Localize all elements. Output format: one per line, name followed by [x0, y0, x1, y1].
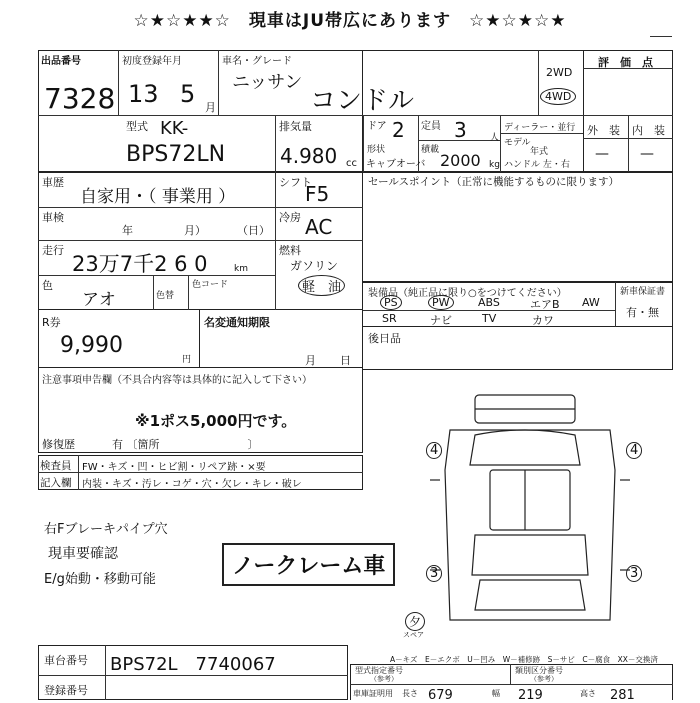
diagram-mark-4-left: 4	[426, 442, 442, 459]
height-value: 281	[610, 688, 635, 703]
equip-airbag: エアB	[530, 298, 560, 311]
history-label: 車歴	[42, 176, 64, 189]
width-value: 219	[518, 688, 543, 703]
diagram-mark-4-right: 4	[626, 442, 642, 459]
model-year-label-2: 年式	[530, 147, 549, 157]
type-cert-sub: （参考）	[370, 675, 398, 683]
diagram-mark-3-right: 3	[626, 565, 642, 582]
doors-value: 2	[392, 118, 405, 142]
shape-value: キャブオーバ	[366, 159, 426, 170]
equipment-label: 装備品（純正品に限り○をつけてください）	[368, 288, 567, 299]
length-value: 679	[428, 688, 453, 703]
mileage-value: 23万7千2 6 0	[72, 252, 208, 276]
inspector-row2: 内装・キズ・汚レ・コゲ・穴・欠レ・キレ・破レ	[82, 479, 302, 490]
model-code-value: BPS72LN	[126, 142, 226, 167]
interior-value: —	[640, 146, 654, 162]
equip-ps: PS	[380, 295, 402, 310]
shift-value: F5	[305, 182, 330, 206]
load-label: 積載	[421, 145, 440, 155]
car-diagram	[420, 385, 640, 635]
fuel-diesel: 軽 油	[298, 275, 345, 296]
exterior-value: —	[595, 146, 609, 162]
handle-label: ハンドル 左・右	[504, 160, 570, 170]
damage-legend: A－キズ E－エクボ U－凹み W－補修跡 S－サビ C－腐食 XX－交換済	[390, 655, 658, 664]
after-date-box	[363, 327, 673, 370]
recycle-unit: 円	[182, 355, 192, 365]
name-change-month: 月	[305, 354, 316, 367]
cert-label: 車庫証明用	[353, 689, 393, 698]
aircon-value: AC	[305, 215, 333, 239]
capacity-value: 3	[454, 118, 467, 142]
first-reg-month-unit: 月	[205, 101, 216, 114]
class-label: 類別区分番号	[515, 666, 563, 675]
color-value: アオ	[82, 290, 116, 310]
remark-line-1: 右Fブレーキパイプ穴	[44, 522, 168, 537]
displacement-unit: cc	[346, 158, 357, 169]
mileage-unit: km	[234, 264, 248, 274]
color-change-label: 色替	[156, 291, 175, 301]
height-label: 高さ	[580, 689, 596, 698]
chassis-label: 車台番号	[44, 654, 88, 667]
equip-leather: カワ	[532, 314, 554, 327]
displacement-label: 排気量	[279, 120, 312, 133]
equip-pw: PW	[428, 295, 454, 310]
width-label: 幅	[492, 689, 500, 698]
inspection-day: （日）	[237, 224, 270, 237]
interior-label: 内 装	[632, 124, 665, 137]
color-code-label: 色コード	[192, 280, 229, 290]
length-label: 長さ	[402, 689, 418, 698]
lot-number: 7328	[44, 82, 116, 115]
equip-abs: ABS	[478, 296, 500, 309]
doors-label: ドア	[367, 121, 387, 132]
equip-sr: SR	[382, 312, 397, 325]
diagram-mark-3-left: 3	[426, 565, 442, 582]
load-unit: kg	[489, 160, 500, 170]
first-reg-month: 5	[180, 80, 196, 108]
inspection-label: 車検	[42, 211, 64, 224]
capacity-label: 定員	[421, 121, 441, 132]
displacement-value: 4.980	[280, 144, 338, 168]
notes-value: ※1ポス5,000円です。	[135, 412, 297, 430]
notes-label: 注意事項申告欄（不具合内容等は具体的に記入して下さい）	[42, 375, 312, 386]
warranty-value: 有・無	[626, 306, 659, 319]
history-value: 自家用・（ 事業用 ）	[80, 187, 236, 207]
inspector-row1: FW・キズ・凹・ヒビ割・リペア跡・×要	[82, 462, 266, 473]
recycle-value: 9,990	[60, 333, 123, 358]
first-reg-label: 初度登録年月	[122, 56, 182, 67]
warranty-label: 新車保証書	[620, 287, 666, 297]
grade-label: 評 価 点	[598, 56, 653, 69]
sales-point-label: セールスポイント（正常に機能するものに限ります）	[368, 176, 620, 188]
first-reg-year: 13	[128, 80, 159, 108]
name-change-label: 名変通知期限	[204, 316, 270, 329]
exterior-label: 外 装	[587, 124, 620, 137]
model-year-label-1: モデル	[504, 138, 531, 148]
top-right-mark	[650, 36, 672, 37]
model-code-prefix: KK-	[160, 118, 189, 139]
entry-label: 記入欄	[40, 477, 72, 489]
chassis-value: BPS72L 7740067	[110, 654, 276, 675]
color-label: 色	[42, 279, 53, 292]
dealer-label: ディーラー・並行	[504, 123, 576, 133]
shape-label: 形状	[367, 145, 386, 155]
inspector-label: 検査員	[40, 460, 72, 472]
equip-aw: AW	[582, 296, 600, 309]
fuel-gasoline: ガソリン	[290, 259, 339, 273]
inspection-month: 月）	[184, 224, 206, 237]
diagram-spare-mark: 夕	[405, 612, 425, 631]
type-cert-label: 型式指定番号	[355, 666, 403, 675]
load-value: 2000	[440, 151, 481, 170]
repair-history-title: 修復歴	[42, 438, 75, 451]
lot-label: 出品番号	[41, 56, 81, 67]
remark-line-3: E/g始動・移動可能	[44, 572, 156, 587]
drive-2wd: 2WD	[546, 66, 573, 79]
fuel-label: 燃料	[279, 244, 301, 257]
model-code-label: 型式	[126, 120, 148, 133]
car-name-label: 車名・グレード	[222, 56, 292, 67]
car-maker: ニッサン	[232, 72, 303, 93]
registration-label: 登録番号	[44, 684, 88, 697]
car-model: コンドル	[310, 86, 415, 116]
remark-line-2: 現車要確認	[48, 546, 118, 562]
name-change-day: 日	[340, 354, 351, 367]
page-title: ☆★☆★★☆ 現車はJU帯広にあります ☆★☆★☆★	[133, 11, 567, 31]
repair-label: 有 〔箇所 〕	[112, 438, 259, 451]
equip-navi: ナビ	[430, 314, 452, 327]
after-date-label: 後日品	[368, 332, 401, 345]
mileage-label: 走行	[42, 244, 64, 257]
aircon-label: 冷房	[279, 211, 301, 224]
shift-label: シフト	[279, 176, 312, 189]
drive-4wd: 4WD	[540, 88, 576, 105]
equip-tv: TV	[482, 312, 497, 325]
recycle-label: R券	[42, 316, 61, 329]
class-sub: （参考）	[530, 675, 558, 683]
no-claim-stamp: ノークレーム車	[222, 543, 395, 586]
spare-label: スペア	[403, 631, 424, 639]
capacity-unit: 人	[490, 133, 500, 143]
inspection-year: 年	[122, 224, 133, 237]
